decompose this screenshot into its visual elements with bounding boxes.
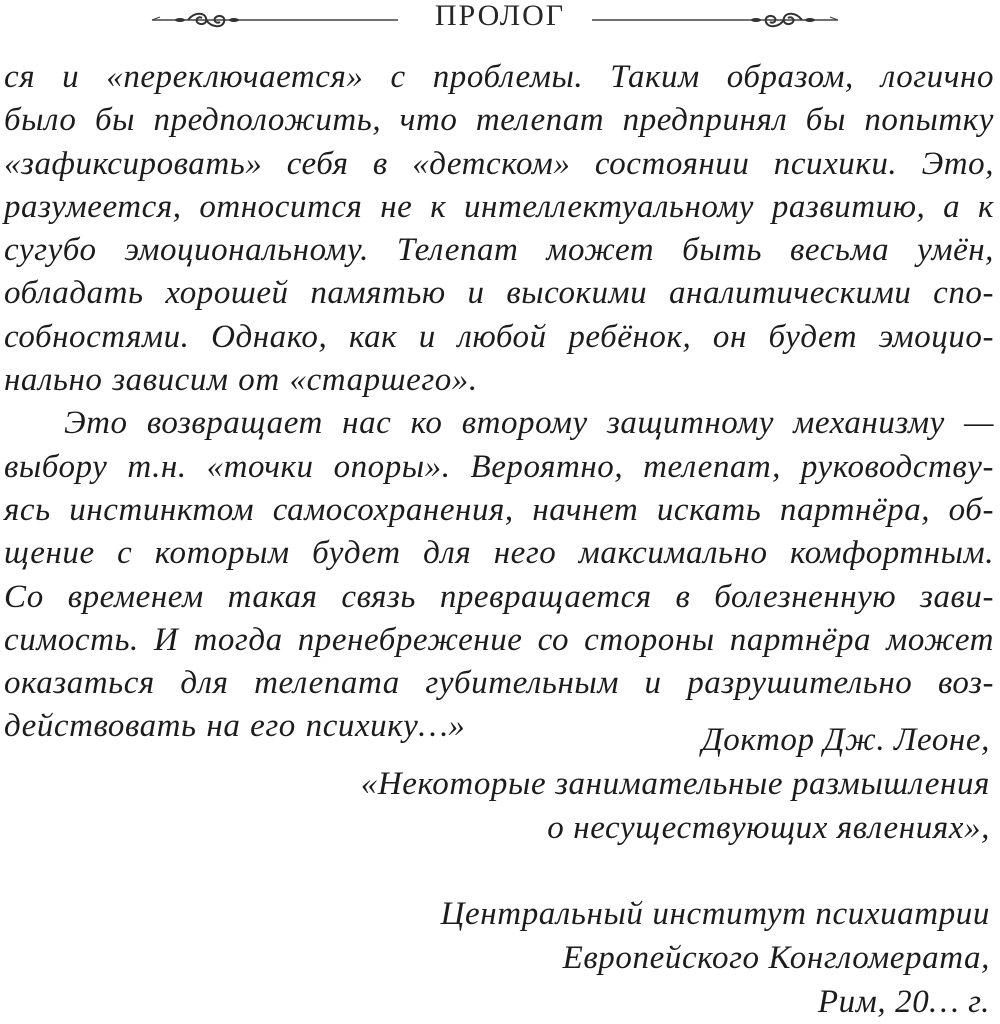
text-line: Со временем такая связь превращается в болезненную зави- — [4, 578, 994, 615]
body-text — [4, 56, 994, 749]
text-line: сугубо эмоциональному. Телепат может быть весьма умён, — [4, 232, 994, 269]
attribution-work-title: о несуществующих явлениях», — [547, 810, 990, 846]
text-line: выбору т.н. «точки опоры». Вероятно, телепат, руководству- — [4, 448, 994, 485]
text-line: собностями. Однако, как и любой ребёнок, он будет эмоцио- — [4, 318, 994, 355]
text-line: Это возвращает нас ко второму защитному механизму — — [64, 405, 994, 442]
text-line: нально зависим от «старшего». — [4, 362, 478, 399]
text-line: ся и «переключается» с проблемы. Таким образом, логично — [4, 59, 994, 95]
scroll-ornament-right-icon — [590, 4, 840, 34]
text-line: было бы предположить, что телепат предпринял бы попытку — [4, 102, 994, 139]
running-header — [0, 0, 1000, 40]
text-line: «зафиксировать» себя в «детском» состоянии психики. Это, — [4, 145, 994, 182]
attribution-place-date: Рим, 20… г. — [817, 984, 990, 1020]
text-line: щение с которым будет для него максимально комфортным. — [4, 535, 994, 572]
text-line: ясь инстинктом самосохранения, начнет искать партнёра, об- — [4, 491, 994, 528]
text-line: симость. И тогда пренебрежение со стороны партнёра может — [4, 621, 994, 658]
text-line: обладать хорошей памятью и высокими аналитическими спо- — [4, 275, 994, 312]
attribution-author: Доктор Дж. Леоне, — [701, 722, 990, 758]
attribution-work-title: «Некоторые занимательные размышления — [360, 766, 990, 802]
attribution-institution: Европейского Конгломерата, — [562, 940, 990, 976]
text-line: разумеется, относится не к интеллектуальному развитию, а к — [4, 188, 994, 225]
text-line: оказаться для телепата губительным и разрушительно воз- — [4, 665, 994, 702]
text-line: действовать на его психику…» — [4, 708, 466, 745]
attribution-institution: Центральный институт психиатрии — [440, 896, 990, 932]
attribution — [90, 718, 990, 1024]
spacer — [90, 850, 990, 892]
chapter-title: ПРОЛОГ — [434, 0, 566, 32]
